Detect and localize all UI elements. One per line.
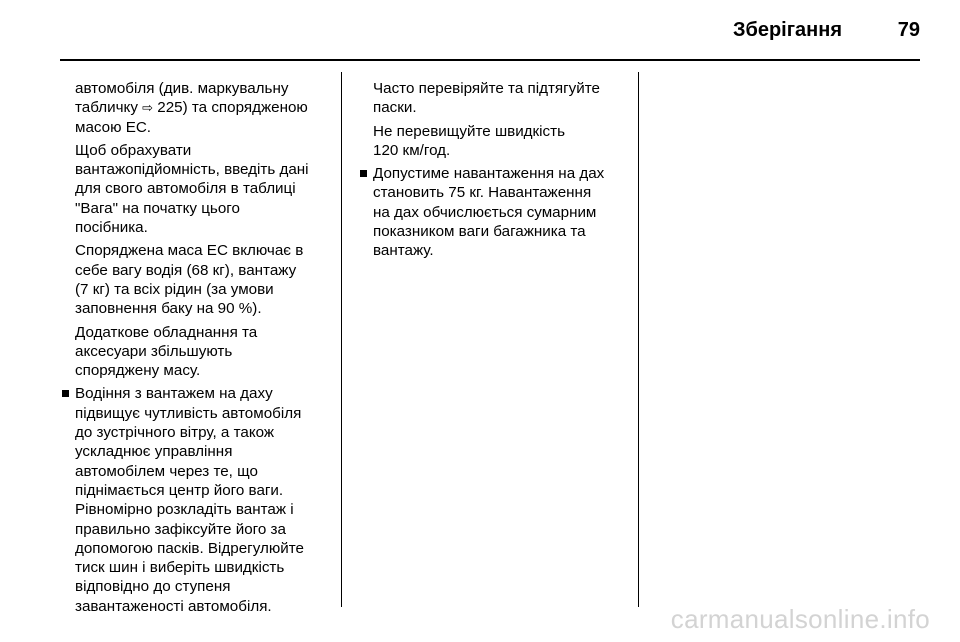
page-number: 79 xyxy=(897,19,920,41)
text-line: "Вага" на початку цього xyxy=(75,199,240,217)
bullet-square-icon xyxy=(360,170,367,177)
text-line: правильно зафіксуйте його за xyxy=(75,520,286,538)
text-line: Додаткове обладнання та xyxy=(75,323,258,341)
section-title: Зберігання xyxy=(732,19,842,41)
text-line: (7 кг) та всіх рідин (за умови xyxy=(75,280,274,298)
text-line: ускладнює управління xyxy=(75,443,233,461)
page-reference-arrow-icon: ⇨ xyxy=(142,100,154,116)
text-line: аксесуари збільшують xyxy=(75,342,233,360)
bullet-list-item xyxy=(373,164,604,260)
text-line: себе вагу водія (68 кг), вантажу xyxy=(75,261,297,279)
text-line: підвищує чутливість автомобіля xyxy=(75,404,302,422)
paragraph xyxy=(75,141,309,237)
text-line: для свого автомобіля в таблиці xyxy=(75,180,296,198)
text-line: піднімається центр його ваги. xyxy=(75,481,284,499)
text-line: заповнення баку на 90 %). xyxy=(75,300,262,318)
text-line: допомогою пасків. Відрегулюйте xyxy=(75,539,304,557)
text-line: споряджену масу. xyxy=(75,362,201,380)
text-line: тиск шин і виберіть швидкість xyxy=(75,559,285,577)
paragraph xyxy=(75,323,309,381)
text-column-1 xyxy=(75,79,309,620)
text-line: вантажопідйомність, введіть дані xyxy=(75,161,309,179)
paragraph xyxy=(373,79,604,118)
text-fragment: табличку xyxy=(75,99,143,117)
text-line: Допустиме навантаження на дах xyxy=(373,165,605,183)
paragraph xyxy=(373,122,604,161)
column-divider-left xyxy=(341,72,342,607)
text-line: Часто перевіряйте та підтягуйте xyxy=(373,80,600,97)
text-line: завантаженості автомобіля. xyxy=(75,597,272,615)
bullet-square-icon xyxy=(62,390,69,397)
text-line: Споряджена маса ЕС включає в xyxy=(75,242,304,260)
text-line: Рівномірно розкладіть вантаж і xyxy=(75,501,294,519)
text-line xyxy=(75,98,309,117)
text-line: Водіння з вантажем на даху xyxy=(75,385,273,403)
text-line: становить 75 кг. Навантаження xyxy=(373,184,592,202)
paragraph xyxy=(75,79,309,137)
text-line: автомобілем через те, що xyxy=(75,462,258,480)
text-line: автомобіля (див. маркувальну xyxy=(75,80,289,97)
text-line: вантажу. xyxy=(373,242,434,260)
text-line: 120 км/год. xyxy=(373,141,451,159)
text-line: відповідно до ступеня xyxy=(75,578,231,596)
column-divider-right xyxy=(638,72,639,607)
text-line: посібника. xyxy=(75,219,148,237)
header-divider xyxy=(60,59,920,61)
text-line: показником ваги багажника та xyxy=(373,223,586,241)
text-fragment: 225) та спорядженою xyxy=(153,99,308,117)
bullet-list-item xyxy=(75,384,309,616)
text-line: Щоб обрахувати xyxy=(75,141,192,159)
paragraph xyxy=(75,241,309,318)
text-line: паски. xyxy=(373,99,417,117)
watermark-link[interactable]: carmanualsonline.info xyxy=(670,604,930,634)
text-line: до зустрічного вітру, а також xyxy=(75,424,275,442)
text-line: масою ЕС. xyxy=(75,118,152,136)
text-column-2 xyxy=(373,79,604,265)
text-line: Не перевищуйте швидкість xyxy=(373,122,566,140)
text-line: на дах обчислюється сумарним xyxy=(373,203,597,221)
